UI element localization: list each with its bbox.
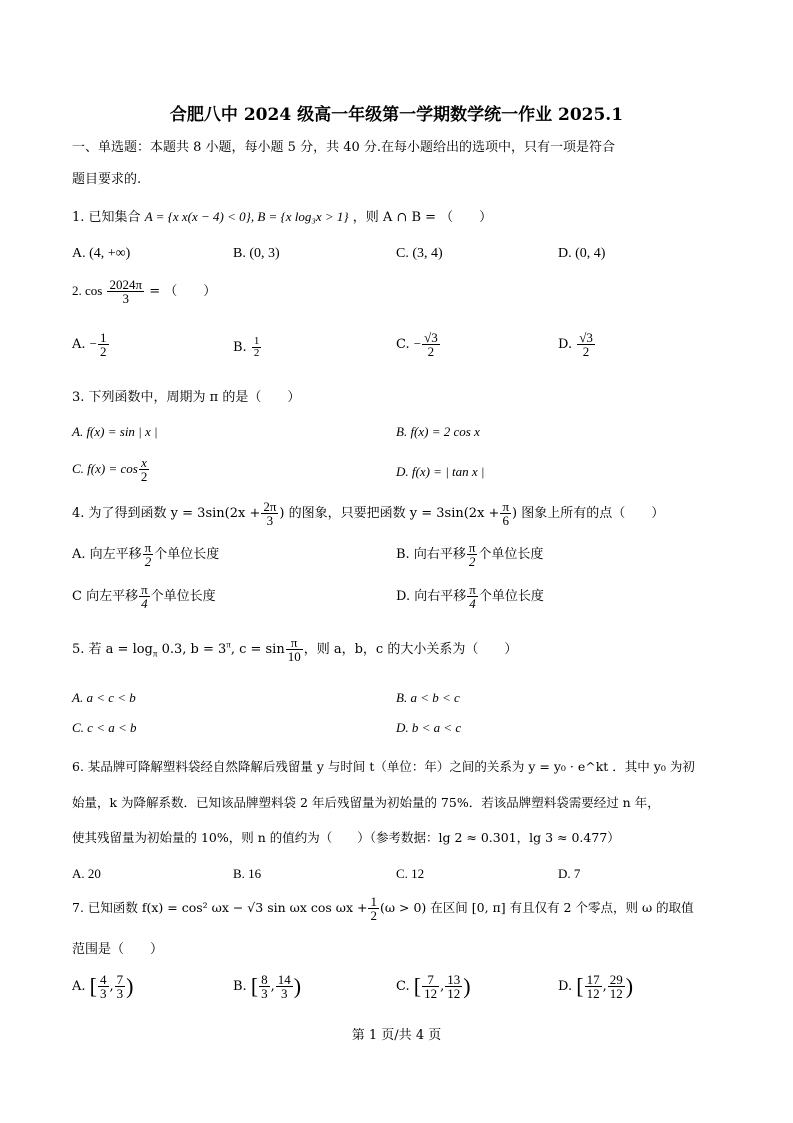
- question-1: [72, 206, 492, 225]
- q2-option-c: C. − $\frac{√3}{2}$: [396, 330, 438, 359]
- q1-option-c: C. (3, 4): [396, 246, 443, 261]
- q2-option-d: D. $\frac{√3}{2}$: [558, 330, 593, 359]
- q1-tail: ，则 A ∩ B = （ ）: [352, 210, 493, 225]
- q2-option-b: B. $\frac{1}{2}$: [233, 335, 260, 359]
- q5-option-d: D. b < a < c: [396, 720, 462, 735]
- q3-option-c: C. f(x) = cos $\frac{x}{2}$: [72, 455, 148, 484]
- page-title: 合肥八中 2024 级高一年级第一学期数学统一作业 2025.1: [169, 105, 624, 125]
- question-3: 3. 下列函数中，周期为 π 的是（ ）: [72, 390, 301, 405]
- q4-option-b: B. 向右平移 $\frac{\pi}{2}$ 个单位长度: [396, 540, 544, 569]
- q5-option-b: B. a < b < c: [396, 690, 460, 705]
- question-2: [72, 278, 216, 305]
- question-7: 7. 已知函数 f(x) = cos² ωx − √3 sin ωx cos ωx + $\frac{1}{2}$ (ω > 0) 在区间 [0, π] 有且仅有 2 个零点，则 ω 的取值: [72, 894, 694, 923]
- question-6-line2: 始量，k 为降解系数．已知该品牌塑料袋 2 年后残留量为初始量的 75%．若该品牌塑料袋需要经过 n 年，: [72, 795, 660, 810]
- q4-option-c: C 向左平移 $\frac{\pi}{4}$ 个单位长度: [72, 582, 216, 611]
- q4-option-d: D. 向右平移 $\frac{\pi}{4}$ 个单位长度: [396, 582, 544, 611]
- q5-option-a: A. a < c < b: [72, 690, 136, 705]
- q7-option-c: C. [ $\frac{7}{12}$ , $\frac{13}{12}$ ): [396, 972, 471, 1001]
- q3-option-a: A. f(x) = sin | x |: [72, 424, 158, 439]
- q3-option-d: D. f(x) = | tan x |: [396, 464, 485, 479]
- q2-option-a: A. − $\frac{1}{2}$: [72, 330, 107, 359]
- q5-option-c: C. c < a < b: [72, 720, 137, 735]
- q1-option-d: D. (0, 4): [558, 246, 606, 261]
- question-7-line2: 范围是（ ）: [72, 942, 164, 957]
- section-heading: 一、单选题：本题共 8 小题，每小题 5 分，共 40 分.在每小题给出的选项中，只有一项是符合: [72, 140, 616, 155]
- q2-fraction: $\frac{2024\pi}{3}$: [109, 277, 143, 306]
- question-6-line1: 6. 某品牌可降解塑料袋经自然降解后残留量 y 与时间 t（单位：年）之间的关系为 y = y₀ · e^kt ．其中 y₀ 为初: [72, 759, 695, 774]
- q4-option-a: A. 向左平移 $\frac{\pi}{2}$ 个单位长度: [72, 540, 220, 569]
- question-4: 4. 为了得到函数 y = 3sin(2x + $\frac{2\pi}{3}$ ) 的图象，只要把函数 y = 3sin(2x + $\frac{\pi}{6}$ ) 图象上所有的点（ ）: [72, 499, 665, 528]
- section-heading-cont: 题目要求的.: [72, 172, 142, 187]
- q6-option-a: A. 20: [72, 866, 101, 881]
- question-6-line3: 使其残留量为初始量的 10%，则 n 的值约为（ ）（参考数据：lg 2 ≈ 0.301，lg 3 ≈ 0.477）: [72, 830, 620, 845]
- q6-option-d: D. 7: [558, 866, 581, 881]
- q7-option-a: A. [ $\frac{4}{3}$ , $\frac{7}{3}$ ): [72, 972, 134, 1001]
- q7-option-b: B. [ $\frac{8}{3}$ , $\frac{14}{3}$ ): [233, 972, 302, 1001]
- page-footer: 第 1 页/共 4 页: [351, 1028, 442, 1043]
- q7-option-d: D. [ $\frac{17}{12}$ , $\frac{29}{12}$ ): [558, 972, 634, 1001]
- q2-lead: 2. cos: [72, 283, 103, 298]
- question-5: 5. 若 $a = \log_\pi 0.3$, $b = 3^\pi$, c = sin $\frac{\pi}{10}$ ，则 a，b，c 的大小关系为（ ）: [72, 635, 518, 664]
- q3-option-b: B. f(x) = 2 cos x: [396, 424, 480, 439]
- q2-tail: = （ ）: [149, 284, 217, 299]
- q1-lead: 1. 已知集合: [72, 210, 141, 225]
- q1-sets: A = {x x(x − 4) < 0}, B = {x log₃x > 1}: [144, 209, 349, 224]
- q6-option-b: B. 16: [233, 866, 262, 881]
- q1-option-b: B. (0, 3): [233, 246, 280, 261]
- q6-option-c: C. 12: [396, 866, 425, 881]
- q1-option-a: A. (4, +∞): [72, 246, 131, 261]
